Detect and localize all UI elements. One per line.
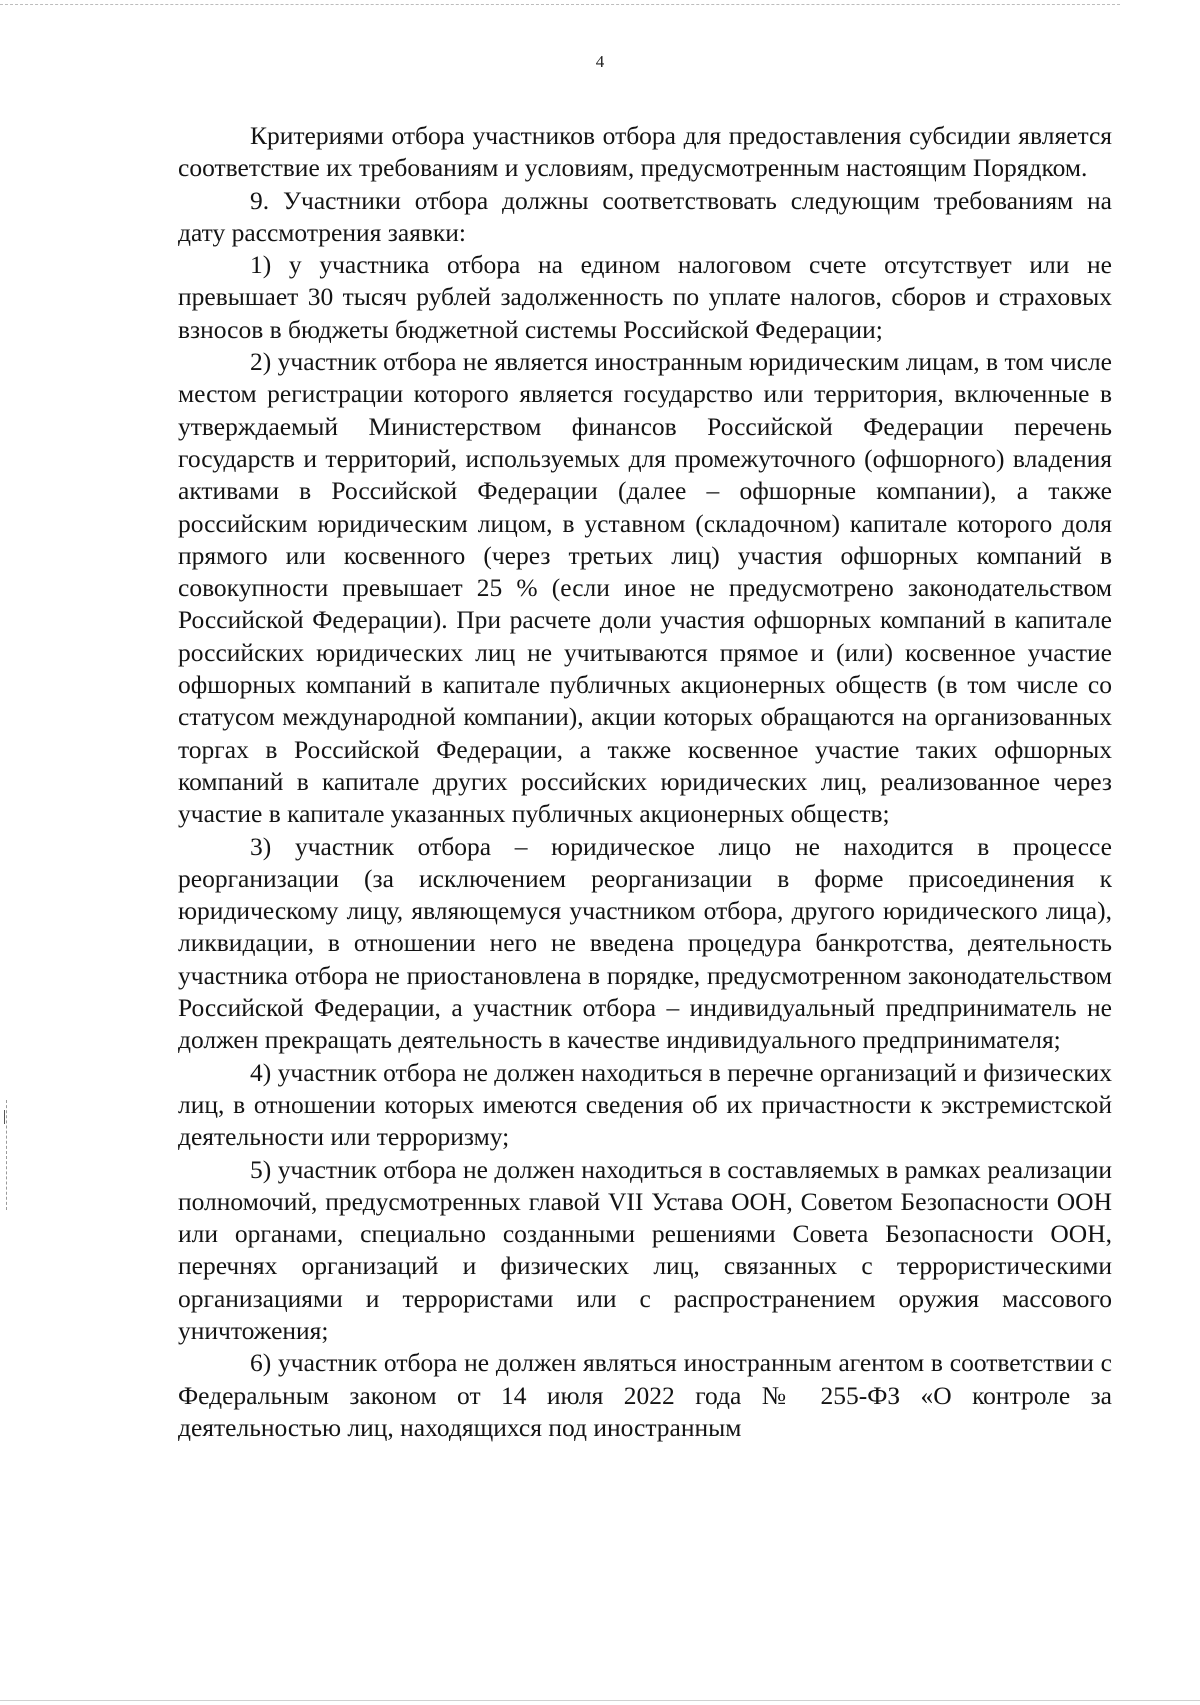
- scan-mark-left: [4, 1110, 5, 1124]
- scan-edge-bottom: [0, 1700, 1200, 1701]
- paragraph-requirement-2: 2) участник отбора не является иностранным юридическим лицам, в том числе местом регистрации которого является государство или территория, включенные в утверждаемый Министерством финансов Российской Федерации перечень государств и территорий, используемых для промежуточного (офшорного) владения активами в Российской Федерации (далее – офшорные компании), а также российским юридическим лицом, в уставном (складочном) капитале которого доля прямого или косвенного (через третьих лиц) участия офшорных компаний в совокупности превышает 25 % (если иное не предусмотрено законодательством Российской Федерации). При расчете доли участия офшорных компаний в капитале российских юридических лиц не учитываются прямое и (или) косвенное участие офшорных компаний в капитале публичных акционерных обществ (в том числе со статусом международной компании), акции которых обращаются на организованных торгах в Российской Федерации, а также косвенное участие таких офшорных компаний в капитале других российских юридических лиц, реализованное через участие в капитале указанных публичных акционерных обществ;: [178, 347, 1112, 829]
- document-body: [178, 120, 1112, 1444]
- scan-edge-left: [6, 1100, 9, 1210]
- page-number: 4: [595, 52, 605, 71]
- paragraph-requirement-4: 4) участник отбора не должен находиться в перечне организаций и физических лиц, в отношении которых имеются сведения об их причастности к экстремистской деятельности или терроризму;: [178, 1057, 1112, 1152]
- paragraph-requirement-5: 5) участник отбора не должен находиться в составляемых в рамках реализации полномочий, предусмотренных главой VII Устава ООН, Советом Безопасности ООН или органами, специально созданными решениями Совета Безопасности ООН, перечнях организаций и физических лиц, связанных с террористическими организациями и террористами или с распространением оружия массового уничтожения;: [178, 1154, 1112, 1345]
- paragraph-clause-9: 9. Участники отбора должны соответствовать следующим требованиям на дату рассмотрения заявки:: [178, 185, 1112, 247]
- paragraph-requirement-3: 3) участник отбора – юридическое лицо не находится в процессе реорганизации (за исключением реорганизации в форме присоединения к юридическому лицу, являющемуся участником отбора, другого юридического лица), ликвидации, в отношении него не введена процедура банкротства, деятельность участника отбора не приостановлена в порядке, предусмотренном законодательством Российской Федерации, а участник отбора – индивидуальный предприниматель не должен прекращать деятельность в качестве индивидуального предпринимателя;: [178, 831, 1112, 1055]
- paragraph-requirement-1: 1) у участника отбора на едином налоговом счете отсутствует или не превышает 30 тысяч рублей задолженность по уплате налогов, сборов и страховых взносов в бюджеты бюджетной системы Российской Федерации;: [178, 250, 1112, 344]
- paragraph-requirement-6: 6) участник отбора не должен являться иностранным агентом в соответствии с Федеральным законом от 14 июля 2022 года № 255-ФЗ «О контроле за деятельностью лиц, находящихся под иностранным: [178, 1348, 1112, 1442]
- paragraph-selection-criteria: Критериями отбора участников отбора для предоставления субсидии является соответствие их требованиям и условиям, предусмотренным настоящим Порядком.: [178, 121, 1112, 183]
- scan-edge-top: [0, 4, 1120, 5]
